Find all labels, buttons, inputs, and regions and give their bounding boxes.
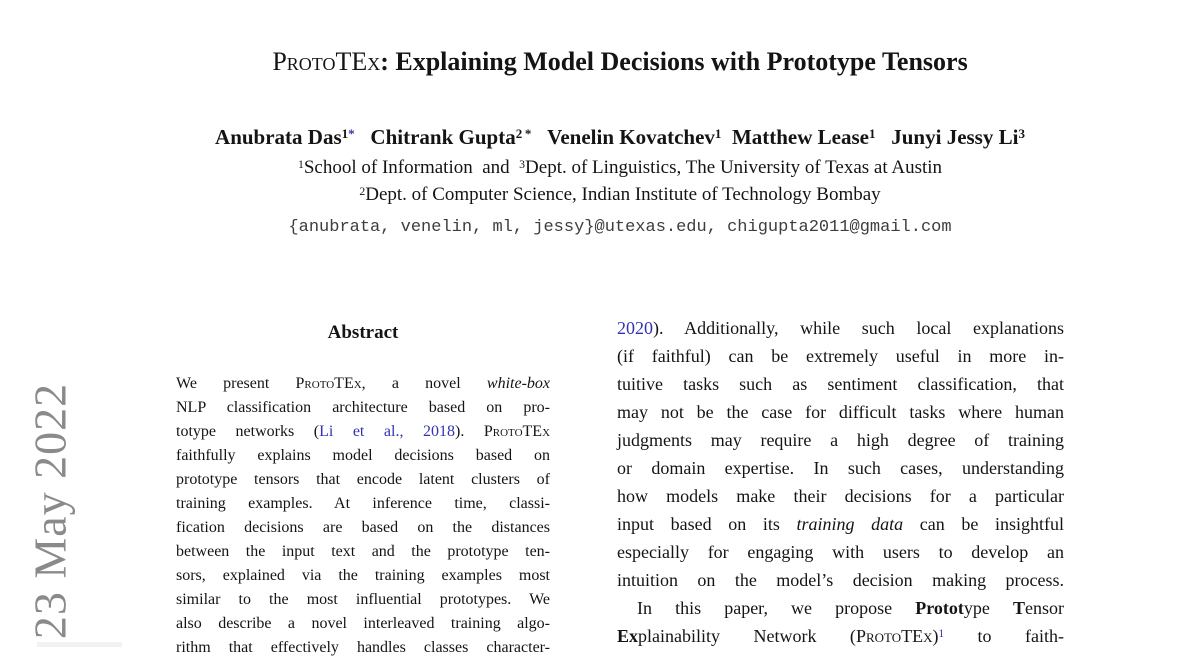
text-segment: 1 (868, 126, 876, 142)
text-segment: (if faithful) can be extremely useful in more in- (617, 346, 1064, 366)
abstract-line (176, 564, 550, 588)
abstract-line-clipped (176, 636, 550, 660)
abstract-line (176, 468, 550, 492)
text-segment: In this paper, we propose (637, 598, 916, 618)
link[interactable]: 1 (938, 627, 945, 640)
text-segment (355, 125, 371, 149)
body-line (617, 398, 1064, 426)
email-line: {anubrata, venelin, ml, jessy}@utexas.edu, chigupta2011@gmail.com (288, 218, 952, 237)
abstract-line (176, 540, 550, 564)
text-segment: similar to the most influential prototypes. We (176, 591, 550, 608)
abstract-line (176, 516, 550, 540)
text-segment: Protot (915, 598, 964, 618)
text-segment: to faith- (944, 626, 1064, 646)
text-segment: ProtoTEx (295, 375, 362, 392)
text-segment: how models make their decisions for a particular (617, 486, 1064, 506)
text-segment: rithm that effectively handles classes character- (176, 639, 550, 656)
text-segment: ensor (1025, 598, 1064, 618)
text-segment: totype networks ( (176, 423, 320, 440)
abstract-body (176, 372, 550, 660)
text-segment: fication decisions are based on the distances (176, 519, 550, 536)
body-line (617, 594, 1064, 622)
text-segment: ProtoTEx (272, 47, 381, 76)
abstract-line (176, 444, 550, 468)
text-segment: also describe a novel interleaved training algo- (176, 615, 550, 632)
text-segment: tuitive tasks such as sentiment classification, that (617, 374, 1064, 394)
text-segment: sors, explained via the training examples most (176, 567, 550, 584)
text-segment: 3 (1018, 126, 1025, 142)
text-segment: ). Additionally, while such local explanations (653, 318, 1064, 338)
body-line (617, 426, 1064, 454)
text-segment: training data (796, 514, 904, 534)
text-segment: ). (455, 423, 484, 440)
text-segment (721, 125, 732, 149)
arxiv-date-watermark: 23 May 2022 (24, 382, 76, 640)
text-segment: training examples. At inference time, classi- (176, 495, 550, 512)
text-segment: plainability Network ( (638, 626, 856, 646)
text-segment: NLP classification architecture based on pro- (176, 399, 550, 416)
abstract-line (176, 372, 550, 396)
text-segment: We present (176, 375, 296, 392)
text-segment: 2 (359, 184, 366, 198)
text-segment: ProtoTEx (483, 423, 551, 440)
abstract-line (176, 492, 550, 516)
text-segment: Junyi Jessy Li (891, 125, 1019, 149)
body-line (617, 370, 1064, 398)
text-segment: : Explaining Model Decisions with Prototype Tensors (380, 47, 968, 76)
text-segment: prototype tensors that encode latent clusters of (176, 471, 550, 488)
text-segment: input based on its (617, 514, 797, 534)
text-segment: Venelin Kovatchev (547, 125, 715, 149)
text-segment: can be insightful (903, 514, 1064, 534)
text-segment: 3 (519, 157, 526, 171)
text-segment: Dept. of Computer Science, Indian Institute of Technology Bombay (365, 184, 881, 205)
body-line (617, 482, 1064, 510)
text-segment: Chitrank Gupta (370, 125, 516, 149)
text-segment: especially for engaging with users to develop an (617, 542, 1064, 562)
link[interactable]: * (348, 126, 355, 142)
abstract-line (176, 612, 550, 636)
text-segment: School of Information and (303, 157, 520, 178)
text-segment: Matthew Lease (731, 125, 869, 149)
abstract-line (176, 396, 550, 420)
abstract-line (176, 420, 550, 444)
link[interactable]: Li et al., 2018 (319, 423, 455, 440)
text-segment: Ex (617, 626, 639, 646)
text-segment: intuition on the model’s decision making process. (617, 570, 1064, 590)
text-segment (876, 125, 892, 149)
abstract-heading: Abstract (327, 322, 399, 343)
body-line (617, 622, 1064, 650)
body-line (617, 538, 1064, 566)
text-segment: white-box (486, 375, 551, 392)
text-segment: , a novel (361, 375, 487, 392)
text-segment: 1 (714, 126, 722, 142)
text-segment: faithfully explains model decisions based on (176, 447, 550, 464)
text-segment: between the input text and the prototype ten- (176, 543, 550, 560)
text-segment: T (1012, 598, 1025, 618)
abstract-line (176, 588, 550, 612)
body-line (617, 454, 1064, 482)
body-line (617, 566, 1064, 594)
body-line (617, 342, 1064, 370)
authors-line (140, 125, 1100, 150)
text-segment: Dept. of Linguistics, The University of Texas at Austin (525, 157, 943, 178)
text-segment: 1 (341, 126, 349, 142)
link[interactable]: 2020 (617, 318, 653, 338)
text-segment: ype (963, 598, 1013, 618)
body-line (617, 510, 1064, 538)
text-segment: may not be the case for difficult tasks where human (617, 402, 1064, 422)
body-right-column (617, 314, 1064, 650)
text-segment: ProtoTEx (855, 626, 933, 646)
text-segment: ) (932, 626, 939, 646)
paper-title (140, 47, 1100, 77)
affiliation-line-2 (140, 184, 1100, 206)
watermark-clipped-artifact (37, 642, 122, 647)
text-segment: Anubrata Das (215, 125, 342, 149)
text-segment: or domain expertise. In such cases, understanding (617, 458, 1064, 478)
text-segment (531, 125, 547, 149)
text-segment: judgments may require a high degree of training (617, 430, 1064, 450)
text-segment: * (522, 126, 532, 142)
text-segment: 2 (515, 126, 523, 142)
affiliation-line-1 (140, 157, 1100, 179)
body-line (617, 314, 1064, 342)
text-segment: 1 (297, 157, 304, 171)
